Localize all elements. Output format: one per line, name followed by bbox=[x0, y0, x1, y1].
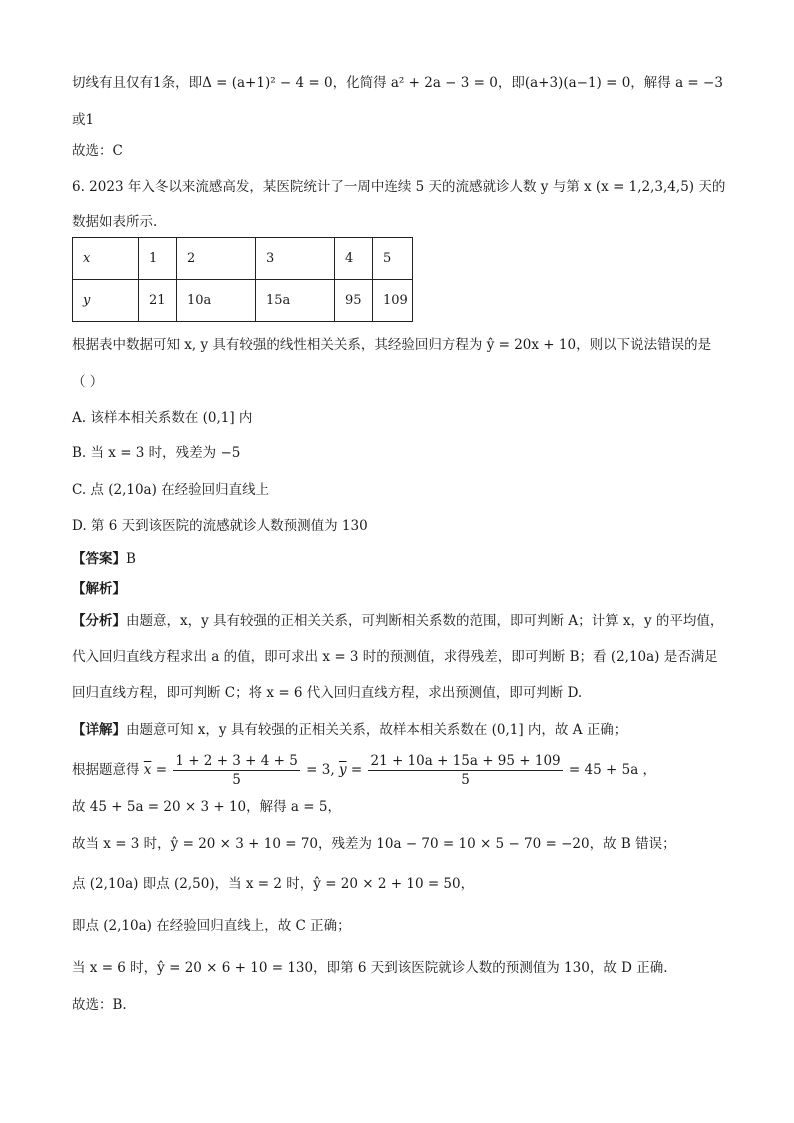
answer-bracket: （ ） bbox=[72, 374, 104, 390]
table-row bbox=[73, 238, 413, 280]
text-line: 根据表中数据可知 x, y 具有较强的线性相关关系，其经验回归方程为 ŷ = 20x + 10，则以下说法错误的是 bbox=[72, 337, 712, 353]
answer-line bbox=[72, 549, 136, 569]
table-cell: 4 bbox=[335, 238, 373, 280]
table-cell: 95 bbox=[335, 280, 373, 322]
text-line: 或1 bbox=[72, 112, 95, 128]
text-line: 数据如表所示. bbox=[72, 214, 158, 230]
table-cell: 109 bbox=[373, 280, 413, 322]
table-cell: 10a bbox=[177, 280, 256, 322]
mean-prefix: 根据题意得 bbox=[72, 762, 144, 778]
x-fraction bbox=[173, 752, 300, 789]
fenxi-text: 由题意，x，y 具有较强的正相关关系，可判断相关系数的范围，即可判断 A；计算 x，y 的平均值， bbox=[126, 613, 724, 629]
x-bar: $\overline{x}$ bbox=[143, 762, 152, 778]
y-denominator: 5 bbox=[461, 772, 470, 788]
x-numerator: 1 + 2 + 3 + 4 + 5 bbox=[175, 753, 298, 769]
analysis-heading bbox=[72, 579, 126, 599]
text-line: 故 45 + 5a = 20 × 3 + 10，解得 a = 5， bbox=[72, 799, 341, 815]
question-stem: 6. 2023 年入冬以来流感高发，某医院统计了一周中连续 5 天的流感就诊人数 y 与第 x (x = 1,2,3,4,5) 天的 bbox=[72, 179, 726, 195]
text-line: 切线有且仅有1条，即Δ = (a+1)² − 4 = 0，化简得 a² + 2a − 3 = 0，即(a+3)(a−1) = 0，解得 a = −3 bbox=[72, 75, 723, 91]
fenxi-tag: 【分析】 bbox=[72, 613, 126, 629]
fenxi-line bbox=[72, 611, 723, 631]
xiangjie-text: 由题意可知 x，y 具有较强的正相关关系，故样本相关系数在 (0,1] 内，故 A 正确； bbox=[126, 722, 628, 738]
y-fraction bbox=[368, 752, 562, 789]
y-bar: $\overline{y}$ bbox=[338, 762, 347, 778]
text-line: 点 (2,10a) 即点 (2,50)，当 x = 2 时，ŷ = 20 × 2 + 10 = 50， bbox=[72, 876, 475, 892]
table-cell: 5 bbox=[373, 238, 413, 280]
y-numerator: 21 + 10a + 15a + 95 + 109 bbox=[370, 753, 561, 769]
text-line: 故选：B. bbox=[72, 997, 127, 1013]
table-cell: 3 bbox=[256, 238, 335, 280]
table-cell: 1 bbox=[139, 238, 177, 280]
text-line: 故当 x = 3 时，ŷ = 20 × 3 + 10 = 70，残差为 10a − 70 = 10 × 5 − 70 = −20，故 B 错误； bbox=[72, 836, 676, 852]
text-line: 代入回归直线方程求出 a 的值，即可求出 x = 3 时的预测值，求得残差，即可判断 B；看 (2,10a) 是否满足 bbox=[72, 649, 718, 665]
table-row bbox=[73, 280, 413, 322]
option-c: C. 点 (2,10a) 在经验回归直线上 bbox=[72, 482, 270, 498]
text-line: 回归直线方程，即可判断 C；将 x = 6 代入回归直线方程，求出预测值，即可判断 D. bbox=[72, 685, 583, 701]
table-cell: 15a bbox=[256, 280, 335, 322]
table-cell: y bbox=[73, 280, 139, 322]
x-result: = 3, bbox=[301, 762, 339, 778]
answer-tag: 【答案】 bbox=[72, 551, 126, 567]
table-cell: x bbox=[73, 238, 139, 280]
equals: = bbox=[151, 762, 172, 778]
xiangjie-tag: 【详解】 bbox=[72, 722, 126, 738]
analysis-tag: 【解析】 bbox=[72, 581, 126, 597]
table-cell: 21 bbox=[139, 280, 177, 322]
text-line: 即点 (2,10a) 在经验回归直线上，故 C 正确； bbox=[72, 918, 351, 934]
table-cell: 2 bbox=[177, 238, 256, 280]
text-line: 故选：C bbox=[72, 143, 123, 159]
y-result: = 45 + 5a ， bbox=[564, 762, 657, 778]
x-denominator: 5 bbox=[232, 772, 241, 788]
option-a: A. 该样本相关系数在 (0,1] 内 bbox=[72, 410, 253, 426]
mean-formula bbox=[72, 752, 656, 789]
equals: = bbox=[346, 762, 367, 778]
option-d: D. 第 6 天到该医院的流感就诊人数预测值为 130 bbox=[72, 518, 368, 534]
option-b: B. 当 x = 3 时，残差为 −5 bbox=[72, 445, 241, 461]
answer-value: B bbox=[126, 551, 136, 567]
xiangjie-line bbox=[72, 720, 627, 740]
text-line: 当 x = 6 时，ŷ = 20 × 6 + 10 = 130，即第 6 天到该医院就诊人数的预测值为 130，故 D 正确. bbox=[72, 960, 668, 976]
data-table bbox=[72, 237, 413, 322]
